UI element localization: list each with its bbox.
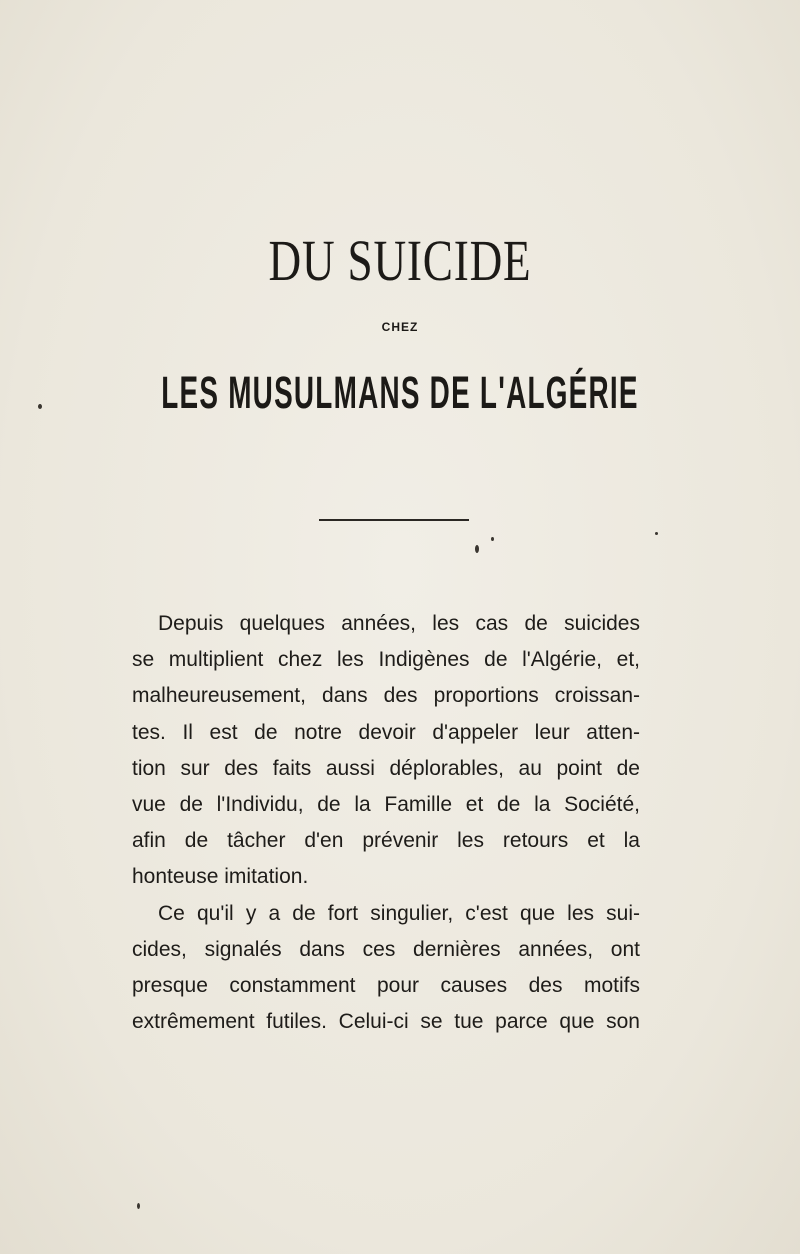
text-line: malheureusement, dans des proportions croissan- xyxy=(132,684,640,708)
page-title: DU SUICIDE xyxy=(268,228,532,293)
text-line: afin de tâcher d'en prévenir les retours et la xyxy=(132,829,640,853)
ink-speck xyxy=(655,532,658,535)
text-line: Ce qu'il y a de fort singulier, c'est que les sui- xyxy=(158,901,640,925)
text-line: Depuis quelques années, les cas de suicides xyxy=(158,612,640,635)
paragraph-1 xyxy=(132,606,640,896)
text-line: presque constamment pour causes des motifs xyxy=(132,974,640,998)
text-line: honteuse imitation. xyxy=(132,865,309,889)
text-line: tion sur des faits aussi déplorables, au point de xyxy=(132,756,640,780)
title-connector: CHEZ xyxy=(381,320,419,334)
ink-speck xyxy=(475,545,479,553)
ink-speck xyxy=(38,404,42,409)
body-text xyxy=(132,606,640,1040)
paragraph-2 xyxy=(132,896,640,1041)
page-subtitle: LES MUSULMANS DE L'ALGÉRIE xyxy=(161,367,639,418)
text-line: se multiplient chez les Indigènes de l'Algérie, et, xyxy=(132,648,640,672)
ink-speck xyxy=(137,1203,140,1209)
text-line: tes. Il est de notre devoir d'appeler leur atten- xyxy=(132,720,640,744)
text-line: cides, signalés dans ces dernières années, ont xyxy=(132,937,640,961)
ink-speck xyxy=(491,537,494,541)
text-line: extrêmement futiles. Celui-ci se tue parce que son xyxy=(132,1010,640,1034)
title-divider xyxy=(319,519,469,521)
text-line: vue de l'Individu, de la Famille et de la Société, xyxy=(132,793,640,817)
